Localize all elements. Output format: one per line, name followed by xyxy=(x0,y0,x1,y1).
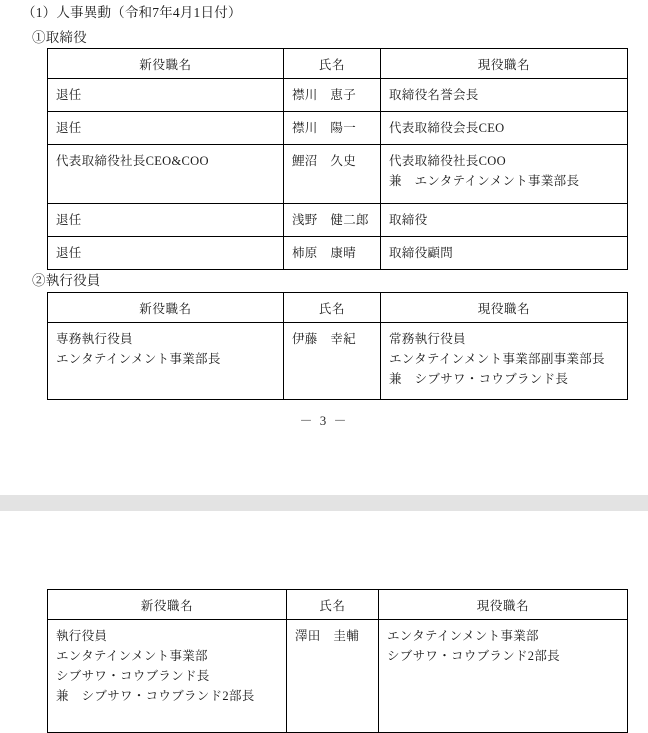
column-header-name: 氏名 xyxy=(284,293,381,323)
subsection-heading-directors: ①取締役 xyxy=(32,30,87,45)
table-row xyxy=(48,145,628,204)
text-line: 退任 xyxy=(56,213,82,227)
text-line: 執行役員 xyxy=(56,629,108,643)
text-line: エンタテインメント事業部 xyxy=(56,649,208,663)
text-line: 兼 シブサワ・コウブランド長 xyxy=(389,372,569,386)
column-header-name: 氏名 xyxy=(284,49,381,79)
cell-new-title xyxy=(48,237,284,270)
cell-name: 襟川 恵子 xyxy=(284,79,381,112)
executive-officers-table xyxy=(47,292,628,400)
column-header-current-title: 現役職名 xyxy=(381,293,628,323)
cell-name: 襟川 陽一 xyxy=(284,112,381,145)
text-line: 代表取締役社長COO xyxy=(389,154,506,168)
table-row xyxy=(48,204,628,237)
column-header-new-title: 新役職名 xyxy=(48,590,287,620)
text-line: 兼 シブサワ・コウブランド2部長 xyxy=(56,689,255,703)
column-header-new-title: 新役職名 xyxy=(48,49,284,79)
table-row xyxy=(48,323,628,400)
text-line: エンタテインメント事業部 xyxy=(387,629,539,643)
text-line: 取締役 xyxy=(389,213,428,227)
cell-new-title xyxy=(48,620,287,733)
cell-current-title xyxy=(379,620,628,733)
column-header-current-title: 現役職名 xyxy=(379,590,628,620)
text-line: 専務執行役員 xyxy=(56,332,133,346)
cell-new-title xyxy=(48,204,284,237)
column-header-name: 氏名 xyxy=(287,590,379,620)
text-line: 兼 エンタテインメント事業部長 xyxy=(389,174,580,188)
cell-current-title xyxy=(381,112,628,145)
subsection-heading-officers: ②執行役員 xyxy=(32,273,101,288)
document-page-2 xyxy=(0,511,648,726)
cell-current-title xyxy=(381,204,628,237)
cell-current-title xyxy=(381,323,628,400)
cell-new-title xyxy=(48,323,284,400)
text-line: エンタテインメント事業部副事業部長 xyxy=(389,352,605,366)
column-header-new-title: 新役職名 xyxy=(48,293,284,323)
cell-current-title xyxy=(381,79,628,112)
text-line: 退任 xyxy=(56,88,82,102)
table-row xyxy=(48,79,628,112)
table-row xyxy=(48,620,628,733)
cell-name: 澤田 圭輔 xyxy=(287,620,379,733)
table-header-row xyxy=(48,49,628,79)
cell-current-title xyxy=(381,237,628,270)
cell-name: 柿原 康晴 xyxy=(284,237,381,270)
text-line: シブサワ・コウブランド2部長 xyxy=(387,649,560,663)
cell-name: 浅野 健二郎 xyxy=(284,204,381,237)
text-line: 代表取締役会長CEO xyxy=(389,121,505,135)
text-line: エンタテインメント事業部長 xyxy=(56,352,221,366)
table-header-row xyxy=(48,293,628,323)
text-line: シブサワ・コウブランド長 xyxy=(56,669,210,683)
directors-table xyxy=(47,48,628,270)
section-heading: （1）人事異動（令和7年4月1日付） xyxy=(22,5,242,20)
cell-new-title xyxy=(48,79,284,112)
page-number: － 3 － xyxy=(299,413,349,428)
page-separator xyxy=(0,495,648,511)
text-line: 取締役顧問 xyxy=(389,246,454,260)
cell-current-title xyxy=(381,145,628,204)
cell-name: 鯉沼 久史 xyxy=(284,145,381,204)
text-line: 退任 xyxy=(56,121,82,135)
cell-new-title xyxy=(48,112,284,145)
column-header-current-title: 現役職名 xyxy=(381,49,628,79)
text-line: 退任 xyxy=(56,246,82,260)
executive-officers-table-continued xyxy=(47,589,628,733)
cell-new-title xyxy=(48,145,284,204)
table-header-row xyxy=(48,590,628,620)
table-row xyxy=(48,237,628,270)
cell-name: 伊藤 幸紀 xyxy=(284,323,381,400)
text-line: 代表取締役社長CEO&COO xyxy=(56,154,209,168)
table-row xyxy=(48,112,628,145)
text-line: 取締役名誉会長 xyxy=(389,88,479,102)
text-line: 常務執行役員 xyxy=(389,332,466,346)
